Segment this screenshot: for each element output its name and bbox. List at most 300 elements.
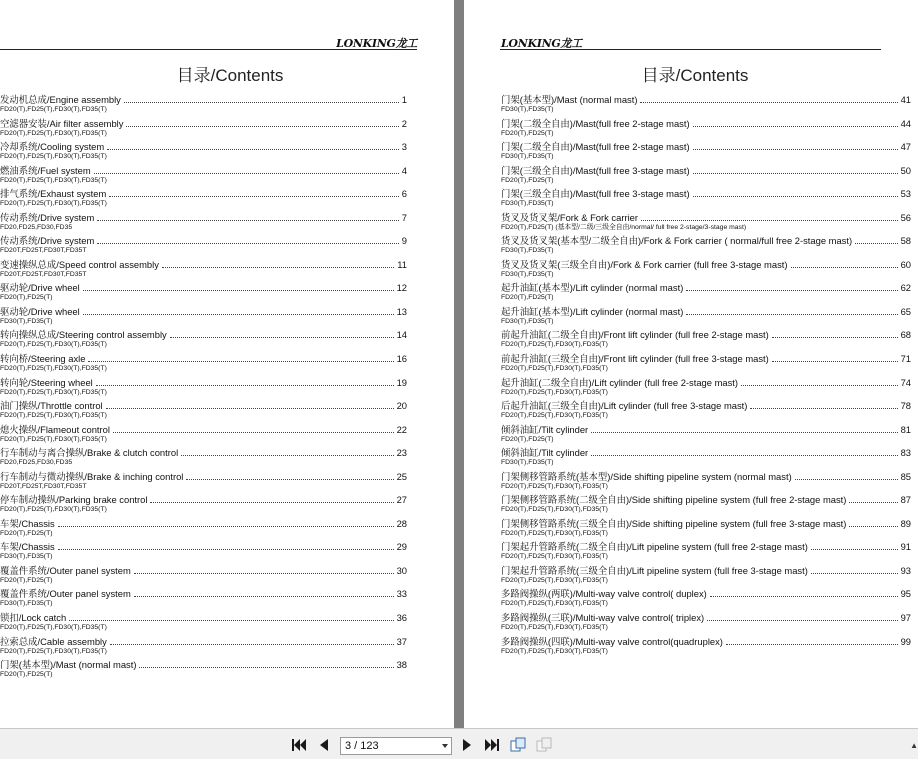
toc-entry-models: FD20(T),FD25(T),FD30(T),FD35(T)	[0, 647, 107, 655]
toc-entry[interactable]	[0, 352, 407, 376]
toc-entry-label: 起升油缸(基本型)/Lift cylinder (normal mast)	[501, 282, 684, 294]
toc-entry-line	[501, 376, 911, 389]
toc-entry-models: FD20(T),FD25(T),FD30(T),FD35(T)	[501, 576, 608, 584]
toc-entry-label: 传动系统/Drive system	[0, 211, 95, 223]
first-page-icon	[292, 739, 306, 751]
toc-entry-models: FD30(T),FD35(T)	[0, 600, 53, 608]
dot-leader	[162, 266, 394, 268]
toc-entry-page-number: 62	[900, 282, 911, 294]
toc-entry-page-number: 37	[396, 635, 407, 647]
dot-leader	[750, 407, 897, 409]
toc-entry-label: 后起升油缸(三级全自由)/Lift cylinder (full free 3-stage mast)	[501, 400, 748, 412]
toc-entry-page-number: 91	[900, 541, 911, 553]
toc-entry-page-number: 33	[396, 588, 407, 600]
toc-entry[interactable]	[501, 93, 911, 117]
page-header	[500, 30, 881, 50]
toc-entry-label: 门架起升管路系统(三级全自由)/Lift pipeline system (full free 3-stage mast)	[501, 564, 808, 576]
toc-entry[interactable]	[501, 564, 911, 588]
toc-entry[interactable]	[0, 540, 407, 564]
single-page-view-button[interactable]	[510, 737, 526, 752]
toc-entry-models: FD20(T),FD25(T),FD30(T),FD35(T)	[501, 553, 608, 561]
toc-entry[interactable]	[0, 211, 407, 235]
toc-entry-page-number: 95	[900, 588, 911, 600]
page-number-select[interactable]	[340, 737, 452, 755]
toc-entry-models: FD20T,FD25T,FD30T,FD35T	[0, 247, 87, 255]
toc-entry[interactable]	[0, 234, 407, 258]
toc-entry-page-number: 50	[900, 164, 911, 176]
dot-leader	[641, 219, 898, 221]
toc-entry-models: FD20(T),FD25(T) (基本型/二级/三级全自由/normal/ full free 2-stage/3-stage mast)	[501, 223, 747, 231]
toc-entry-page-number: 87	[900, 494, 911, 506]
toc-entry[interactable]	[0, 611, 407, 635]
dot-leader	[693, 172, 898, 174]
toc-entry-models: FD20(T),FD25(T),FD30(T),FD35(T)	[0, 176, 107, 184]
dot-leader	[97, 242, 399, 244]
dot-leader	[795, 478, 898, 480]
toc-entry-label: 传动系统/Drive system	[0, 235, 95, 247]
toc-entry-label: 倾斜油缸/Tilt cylinder	[501, 447, 589, 459]
toc-entry-line	[501, 399, 911, 412]
toc-entry-models: FD30(T),FD35(T)	[501, 153, 554, 161]
toc-entry-models: FD20(T),FD25(T),FD30(T),FD35(T)	[501, 506, 608, 514]
dot-leader	[58, 548, 394, 550]
toc-entry-models: FD20(T),FD25(T),FD30(T),FD35(T)	[0, 106, 107, 113]
toc-entry[interactable]	[0, 658, 407, 682]
toc-entry-label: 前起升油缸(三级全自由)/Front lift cylinder (full free 3-stage mast)	[501, 353, 769, 365]
toc-entry-models: FD30(T),FD35(T)	[501, 247, 554, 255]
next-page-icon	[463, 739, 472, 751]
toc-entry[interactable]	[501, 281, 911, 305]
dot-leader	[710, 595, 898, 597]
toc-entry[interactable]	[0, 117, 407, 141]
toc-entry[interactable]	[0, 187, 407, 211]
toc-entry-label: 起升油缸(基本型)/Lift cylinder (normal mast)	[501, 305, 684, 317]
toc-entry-label: 行车制动与离合操纵/Brake & clutch control	[0, 447, 179, 459]
brand-logo: LONKING龙工	[336, 37, 417, 50]
toc-entry-page-number: 83	[900, 447, 911, 459]
toc-entry-page-number: 16	[396, 353, 407, 365]
toc-list	[501, 93, 911, 658]
toc-entry-line	[0, 93, 407, 106]
toc-entry[interactable]	[0, 587, 407, 611]
dot-leader	[186, 478, 393, 480]
toc-entry-line	[0, 281, 407, 294]
toc-entry-line	[0, 187, 407, 200]
toc-entry-page-number: 3	[401, 141, 407, 153]
toc-entry-page-number: 4	[401, 164, 407, 176]
brand-logo: LONKING龙工	[501, 37, 582, 50]
toc-entry-page-number: 97	[900, 612, 911, 624]
toc-entry-label: 门架(二级全自由)/Mast(full free 2-stage mast)	[501, 117, 690, 129]
toc-entry-page-number: 36	[396, 612, 407, 624]
toc-entry-label: 货叉及货叉架(基本型/二级全自由)/Fork & Fork carrier ( normal/full free 2-stage mast)	[501, 235, 853, 247]
toc-entry-page-number: 99	[900, 635, 911, 647]
toc-entry-page-number: 9	[401, 235, 407, 247]
toc-entry-line	[501, 93, 911, 106]
toc-entry-label: 多路阀操纵(四联)/Multi-way valve control(quadruplex)	[501, 635, 723, 647]
toc-entry-line	[501, 187, 911, 200]
toc-entry-line	[501, 281, 911, 294]
toc-entry-line	[501, 423, 911, 436]
toc-entry-line	[0, 164, 407, 177]
first-page-button[interactable]	[292, 738, 306, 751]
toc-entry-line	[0, 517, 407, 530]
toc-entry-models: FD20(T),FD25(T),FD30(T),FD35(T)	[501, 600, 608, 608]
dot-leader	[811, 572, 898, 574]
toc-entry-line	[0, 564, 407, 577]
toc-entry-page-number: 23	[396, 447, 407, 459]
prev-page-icon	[319, 739, 328, 751]
toc-entry-page-number: 19	[396, 376, 407, 388]
toc-entry-models: FD20(T),FD25(T),FD30(T),FD35(T)	[0, 624, 107, 632]
toc-entry-line	[0, 376, 407, 389]
toc-entry-line	[501, 117, 911, 130]
toc-entry-page-number: 56	[900, 211, 911, 223]
toc-entry[interactable]	[0, 305, 407, 329]
toc-entry-page-number: 1	[401, 94, 407, 105]
toc-entry-page-number: 14	[396, 329, 407, 341]
toc-entry[interactable]	[501, 446, 911, 470]
toc-entry-line	[501, 258, 911, 271]
toc-entry[interactable]	[0, 164, 407, 188]
toc-entry[interactable]	[0, 635, 407, 659]
single-page-view-icon	[510, 737, 526, 752]
toc-entry-page-number: 22	[396, 423, 407, 435]
toc-entry-label: 门架(基本型)/Mast (normal mast)	[0, 659, 137, 671]
toc-entry-label: 货叉及货叉架(三级全自由)/Fork & Fork carrier (full free 3-stage mast)	[501, 258, 788, 270]
toc-entry-models: FD30(T),FD35(T)	[501, 459, 554, 467]
dot-leader	[772, 360, 898, 362]
toc-entry-line	[501, 470, 911, 483]
dot-leader	[134, 595, 394, 597]
toc-title: 目录/Contents	[641, 66, 749, 85]
toc-entry-label: 起升油缸(二级全自由)/Lift cylinder (full free 2-stage mast)	[501, 376, 739, 388]
dot-leader	[134, 572, 394, 574]
toc-entry-models: FD20(T),FD25(T)	[501, 435, 554, 443]
toc-entry-label: 发动机总成/Engine assembly	[0, 94, 121, 105]
toc-entry[interactable]	[0, 517, 407, 541]
dot-leader	[109, 195, 399, 197]
toc-entry-label: 车架/Chassis	[0, 517, 55, 529]
toc-title: 目录/Contents	[176, 66, 284, 85]
dot-leader	[106, 407, 394, 409]
toc-entry-line	[501, 328, 911, 341]
toc-entry-models: FD20(T),FD25(T),FD30(T),FD35(T)	[0, 365, 107, 373]
toc-entry-page-number: 41	[900, 94, 911, 105]
toc-entry[interactable]	[501, 258, 911, 282]
toc-entry-line	[501, 211, 911, 224]
toc-entry-line	[0, 234, 407, 247]
toc-entry[interactable]	[501, 305, 911, 329]
dot-leader	[693, 125, 898, 127]
toc-entry-label: 行车制动与微动操纵/Brake & inching control	[0, 470, 184, 482]
toc-entry-page-number: 27	[396, 494, 407, 506]
two-page-view-button[interactable]	[536, 737, 552, 752]
toc-entry-models: FD20(T),FD25(T)	[0, 671, 53, 679]
toc-entry-page-number: 7	[401, 211, 407, 223]
toc-entry-page-number: 78	[900, 400, 911, 412]
toc-entry-models: FD30(T),FD35(T)	[501, 200, 554, 208]
toc-entry-page-number: 11	[397, 258, 407, 270]
toc-entry-label: 燃油系统/Fuel system	[0, 164, 91, 176]
dot-leader	[686, 313, 897, 315]
toc-entry-label: 门架(三级全自由)/Mast(full free 3-stage mast)	[501, 164, 690, 176]
toc-entry-label: 冷却系统/Cooling system	[0, 141, 105, 153]
dot-leader	[150, 501, 393, 503]
toc-entry-label: 覆盖件系统/Outer panel system	[0, 588, 131, 600]
toc-entry-label: 倾斜油缸/Tilt cylinder	[501, 423, 589, 435]
toc-entry-label: 覆盖件系统/Outer panel system	[0, 564, 131, 576]
toc-entry[interactable]	[0, 281, 407, 305]
toc-entry-line	[501, 564, 911, 577]
dot-leader	[181, 454, 393, 456]
toc-entry[interactable]	[501, 211, 911, 235]
toc-entry[interactable]	[501, 493, 911, 517]
toc-entry-line	[501, 635, 911, 648]
toc-entry-models: FD20(T),FD25(T),FD30(T),FD35(T)	[0, 412, 107, 420]
dot-leader	[640, 101, 897, 103]
toc-entry-models: FD20(T),FD25(T)	[0, 576, 53, 584]
dot-leader	[113, 431, 394, 433]
toc-entry-models: FD20(T),FD25(T)	[501, 129, 554, 137]
toc-entry-page-number: 28	[396, 517, 407, 529]
page-indicator: 3 / 123	[345, 740, 379, 752]
toc-entry[interactable]	[0, 470, 407, 494]
toc-entry-page-number: 44	[900, 117, 911, 129]
toc-entry-line	[501, 540, 911, 553]
toc-entry[interactable]	[501, 540, 911, 564]
toc-entry-label: 熄火操纵/Flameout control	[0, 423, 110, 435]
toc-entry-models: FD20(T),FD25(T)	[0, 294, 53, 302]
toc-entry-page-number: 65	[900, 305, 911, 317]
toc-entry-line	[501, 517, 911, 530]
dot-leader	[124, 101, 399, 103]
toc-entry-page-number: 30	[396, 564, 407, 576]
toc-entry-models: FD20(T),FD25(T),FD30(T),FD35(T)	[0, 506, 107, 514]
toc-entry[interactable]	[501, 140, 911, 164]
right-page	[464, 0, 918, 728]
toc-entry[interactable]	[501, 587, 911, 611]
toc-entry-line	[0, 470, 407, 483]
toc-entry[interactable]	[0, 376, 407, 400]
toc-entry-line	[0, 493, 407, 506]
toc-entry[interactable]	[0, 140, 407, 164]
toc-entry[interactable]	[501, 187, 911, 211]
toc-entry-models: FD20(T),FD25(T)	[501, 294, 554, 302]
toc-entry-label: 门架侧移管路系统(二级全自由)/Side shifting pipeline system (full free 2-stage mast)	[501, 494, 847, 506]
toc-entry-line	[0, 446, 407, 459]
toc-entry-line	[0, 328, 407, 341]
dot-leader	[83, 289, 394, 291]
toc-entry-models: FD20(T),FD25(T),FD30(T),FD35(T)	[501, 529, 608, 537]
dot-leader	[110, 643, 394, 645]
toc-entry-line	[501, 305, 911, 318]
toc-entry-page-number: 60	[900, 258, 911, 270]
toc-entry-page-number: 6	[401, 188, 407, 200]
dot-leader	[741, 384, 898, 386]
toc-entry-models: FD20,FD25,FD30,FD35	[0, 459, 73, 467]
toc-entry[interactable]	[501, 635, 911, 659]
dot-leader	[88, 360, 393, 362]
toc-entry-page-number: 53	[900, 188, 911, 200]
toc-entry-line	[0, 117, 407, 130]
toc-entry-models: FD20(T),FD25(T),FD30(T),FD35(T)	[0, 200, 107, 208]
dot-leader	[139, 666, 393, 668]
toc-entry-models: FD30(T),FD35(T)	[0, 553, 53, 561]
toc-entry-models: FD30(T),FD35(T)	[501, 317, 554, 325]
toc-entry-page-number: 2	[401, 117, 407, 129]
toc-entry-line	[0, 305, 407, 318]
dot-leader	[811, 548, 898, 550]
next-page-button[interactable]	[462, 738, 472, 751]
prev-page-button[interactable]	[318, 738, 328, 751]
toc-entry-models: FD20(T),FD25(T),FD30(T),FD35(T)	[0, 435, 107, 443]
toc-entry[interactable]	[0, 446, 407, 470]
toc-entry-line	[0, 258, 407, 271]
toc-entry-models: FD20(T),FD25(T),FD30(T),FD35(T)	[501, 624, 608, 632]
last-page-button[interactable]	[485, 738, 499, 751]
toc-entry-models: FD30(T),FD35(T)	[0, 317, 53, 325]
toc-entry[interactable]	[501, 399, 911, 423]
toc-entry-line	[501, 164, 911, 177]
toc-entry-label: 门架(三级全自由)/Mast(full free 3-stage mast)	[501, 188, 690, 200]
toc-list	[0, 93, 407, 682]
toc-entry-label: 多路阀操纵(两联)/Multi-way valve control( duplex)	[501, 588, 707, 600]
toc-entry-line	[501, 352, 911, 365]
dot-leader	[693, 148, 898, 150]
toc-entry-label: 油门操纵/Throttle control	[0, 400, 103, 412]
dot-leader	[791, 266, 898, 268]
dot-leader	[170, 336, 394, 338]
toc-entry-page-number: 29	[396, 541, 407, 553]
toc-entry-line	[0, 658, 407, 671]
corner-indicator: ▲	[910, 741, 918, 750]
toc-entry-label: 锁扣/Lock catch	[0, 612, 67, 624]
dot-leader	[83, 313, 394, 315]
toc-entry-page-number: 20	[396, 400, 407, 412]
toc-entry[interactable]	[0, 399, 407, 423]
toc-entry-line	[0, 423, 407, 436]
toc-entry[interactable]	[0, 564, 407, 588]
header-rule	[0, 49, 417, 50]
toc-entry[interactable]	[501, 117, 911, 141]
toc-entry-page-number: 74	[900, 376, 911, 388]
toc-entry[interactable]	[0, 493, 407, 517]
dot-leader	[849, 525, 897, 527]
toc-entry-line	[0, 211, 407, 224]
toc-entry-page-number: 81	[900, 423, 911, 435]
toc-entry-models: FD20(T),FD25(T),FD30(T),FD35(T)	[0, 129, 107, 137]
toc-entry-models: FD20(T),FD25(T),FD30(T),FD35(T)	[0, 341, 107, 349]
toc-entry-label: 门架(基本型)/Mast (normal mast)	[501, 94, 638, 105]
toc-entry-page-number: 68	[900, 329, 911, 341]
toc-entry-page-number: 47	[900, 141, 911, 153]
toc-entry-label: 转向轮/Steering wheel	[0, 376, 93, 388]
toc-entry-page-number: 58	[900, 235, 911, 247]
toc-entry-line	[0, 611, 407, 624]
toc-entry-label: 转向桥/Steering axle	[0, 353, 86, 365]
toc-entry-page-number: 12	[396, 282, 407, 294]
toc-entry[interactable]	[501, 328, 911, 352]
dot-leader	[726, 643, 898, 645]
dot-leader	[591, 431, 897, 433]
toc-entry-label: 车架/Chassis	[0, 541, 55, 553]
toc-entry-line	[501, 493, 911, 506]
toc-entry[interactable]	[501, 423, 911, 447]
toc-entry-label: 排气系统/Exhaust system	[0, 188, 107, 200]
dot-leader	[772, 336, 898, 338]
toc-entry-models: FD20(T),FD25(T)	[501, 176, 554, 184]
toc-entry[interactable]	[501, 376, 911, 400]
toc-entry-models: FD20,FD25,FD30,FD35	[0, 223, 73, 231]
toc-entry-models: FD30(T),FD35(T)	[501, 106, 554, 113]
toc-entry-label: 变速操纵总成/Speed control assembly	[0, 258, 159, 270]
toc-entry-line	[0, 635, 407, 648]
toc-entry-page-number: 93	[900, 564, 911, 576]
dot-leader	[707, 619, 897, 621]
toc-entry-models: FD20T,FD25T,FD30T,FD35T	[0, 482, 87, 490]
dot-leader	[97, 219, 399, 221]
toc-entry-models: FD20(T),FD25(T),FD30(T),FD35(T)	[501, 412, 608, 420]
toc-entry-label: 停车制动操纵/Parking brake control	[0, 494, 148, 506]
toc-entry-page-number: 25	[396, 470, 407, 482]
toc-entry-page-number: 38	[396, 659, 407, 671]
toc-entry-label: 门架(二级全自由)/Mast(full free 2-stage mast)	[501, 141, 690, 153]
toc-entry-models: FD20(T),FD25(T)	[0, 529, 53, 537]
toc-entry-line	[0, 352, 407, 365]
toc-entry[interactable]	[501, 164, 911, 188]
toc-entry-line	[501, 611, 911, 624]
left-page	[0, 0, 454, 728]
dot-leader	[591, 454, 897, 456]
toc-entry-line	[501, 234, 911, 247]
toc-entry-models: FD20(T),FD25(T),FD30(T),FD35(T)	[501, 388, 608, 396]
toc-entry-label: 转向操纵总成/Steering control assembly	[0, 329, 167, 341]
dot-leader	[69, 619, 393, 621]
two-page-view-icon	[536, 737, 552, 752]
toc-entry-line	[0, 540, 407, 553]
page-header	[0, 30, 417, 50]
toc-entry-page-number: 89	[900, 517, 911, 529]
last-page-icon	[485, 739, 499, 751]
toc-entry[interactable]	[0, 93, 407, 117]
toc-entry[interactable]	[0, 328, 407, 352]
dot-leader	[94, 172, 399, 174]
toc-entry[interactable]	[501, 234, 911, 258]
toc-entry-label: 多路阀操纵(三联)/Multi-way valve control( triplex)	[501, 612, 705, 624]
toc-entry[interactable]	[501, 352, 911, 376]
viewer-toolbar	[0, 728, 918, 759]
toc-entry-line	[0, 399, 407, 412]
toc-entry-models: FD20(T),FD25(T),FD30(T),FD35(T)	[501, 482, 608, 490]
dot-leader	[686, 289, 897, 291]
toc-entry-line	[0, 587, 407, 600]
toc-entry-line	[501, 587, 911, 600]
toc-entry[interactable]	[501, 611, 911, 635]
toc-entry[interactable]	[501, 517, 911, 541]
toc-entry-line	[0, 140, 407, 153]
toc-entry[interactable]	[0, 258, 407, 282]
header-rule	[500, 49, 881, 50]
toc-entry[interactable]	[0, 423, 407, 447]
toc-entry-label: 门架侧移管路系统(三级全自由)/Side shifting pipeline system (full free 3-stage mast)	[501, 517, 847, 529]
toc-entry-page-number: 85	[900, 470, 911, 482]
toc-entry-models: FD20(T),FD25(T),FD30(T),FD35(T)	[0, 153, 107, 161]
toc-entry-models: FD20T,FD25T,FD30T,FD35T	[0, 270, 87, 278]
toc-entry-models: FD20(T),FD25(T),FD30(T),FD35(T)	[501, 365, 608, 373]
toc-entry[interactable]	[501, 470, 911, 494]
toc-entry-label: 门架侧移管路系统(基本型)/Side shifting pipeline system (normal mast)	[501, 470, 792, 482]
